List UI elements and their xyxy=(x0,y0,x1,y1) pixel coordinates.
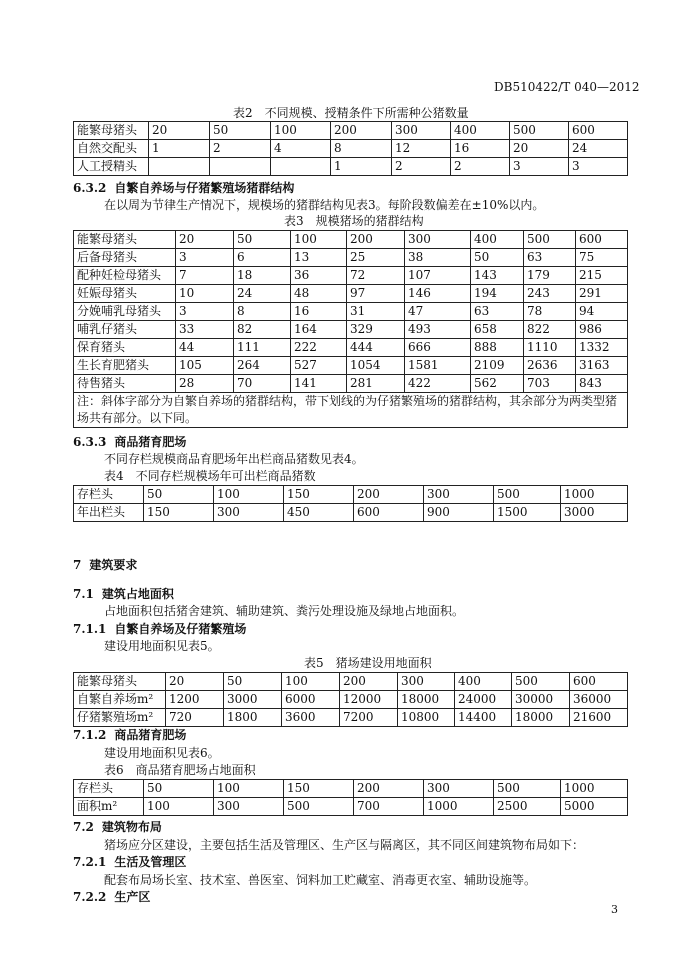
table-cell: 30000 xyxy=(512,691,570,709)
table-cell: 48 xyxy=(291,285,347,303)
table-row xyxy=(74,798,628,816)
table-cell: 222 xyxy=(291,339,347,357)
row-header-cell: 存栏头 xyxy=(74,780,144,798)
table-cell: 450 xyxy=(284,504,354,522)
section-7-1-2-heading xyxy=(73,726,186,743)
table-cell: 1000 xyxy=(561,486,628,504)
table2-caption: 表2 不同规模、授精条件下所需种公猪数量 xyxy=(233,106,469,120)
table-cell: 20 xyxy=(149,122,210,140)
table-cell: 36 xyxy=(291,267,347,285)
table-row xyxy=(74,285,628,303)
table-cell: 500 xyxy=(524,231,576,249)
table-cell: 50 xyxy=(210,122,271,140)
section-7-1-1-heading xyxy=(73,620,246,637)
row-header-cell: 后备母猪头 xyxy=(74,249,176,267)
table-cell: 14400 xyxy=(455,709,512,727)
table-cell: 500 xyxy=(494,780,561,798)
row-header-cell: 仔猪繁殖场m² xyxy=(74,709,166,727)
table-row xyxy=(74,486,628,504)
table-cell: 100 xyxy=(144,798,214,816)
table-cell: 200 xyxy=(331,122,392,140)
table-cell: 100 xyxy=(214,780,284,798)
table-cell: 300 xyxy=(405,231,471,249)
table-cell: 18000 xyxy=(512,709,570,727)
section-6-3-3-paragraph: 不同存栏规模商品育肥场年出栏商品猪数见表4。 xyxy=(104,452,364,466)
table-cell: 666 xyxy=(405,339,471,357)
section-number: 6.3.2 xyxy=(73,181,107,195)
section-number: 7.1 xyxy=(73,587,94,601)
table4 xyxy=(73,485,628,522)
section-title: 生产区 xyxy=(114,890,151,904)
table-cell: 600 xyxy=(576,231,628,249)
table-cell: 107 xyxy=(405,267,471,285)
section-7-2-1-heading xyxy=(73,853,186,870)
table-cell: 150 xyxy=(144,504,214,522)
table-cell: 300 xyxy=(214,798,284,816)
table-cell: 5000 xyxy=(561,798,628,816)
table-row xyxy=(74,267,628,285)
section-7-1-1-paragraph: 建设用地面积见表5。 xyxy=(104,639,220,653)
table-row xyxy=(74,303,628,321)
table-cell: 24 xyxy=(234,285,291,303)
section-number: 6.3.3 xyxy=(73,435,107,449)
table-cell: 2636 xyxy=(524,357,576,375)
table-cell: 6 xyxy=(234,249,291,267)
table-cell: 75 xyxy=(576,249,628,267)
table-cell: 63 xyxy=(524,249,576,267)
row-header-cell: 自然交配头 xyxy=(74,140,149,158)
table-cell: 3 xyxy=(569,158,628,176)
table-cell: 2500 xyxy=(494,798,561,816)
table-cell: 658 xyxy=(471,321,524,339)
table-cell: 243 xyxy=(524,285,576,303)
table-cell: 70 xyxy=(234,375,291,393)
table-cell: 400 xyxy=(455,673,512,691)
table-cell: 82 xyxy=(234,321,291,339)
row-header-cell: 面积m² xyxy=(74,798,144,816)
table-cell: 264 xyxy=(234,357,291,375)
table-cell: 281 xyxy=(347,375,405,393)
table-cell: 8 xyxy=(331,140,392,158)
section-7-2-2-heading xyxy=(73,888,150,905)
table-cell: 400 xyxy=(451,122,510,140)
table-cell: 97 xyxy=(347,285,405,303)
section-7-1-paragraph: 占地面积包括猪舍建筑、辅助建筑、粪污处理设施及绿地占地面积。 xyxy=(104,604,465,618)
table-cell: 2 xyxy=(210,140,271,158)
section-6-3-2-heading xyxy=(73,179,294,196)
table-row xyxy=(74,709,628,727)
table-cell: 100 xyxy=(282,673,340,691)
table-cell: 3600 xyxy=(282,709,340,727)
table-cell: 13 xyxy=(291,249,347,267)
section-6-3-2-paragraph: 在以周为节律生产情况下，规模场的猪群结构见表3。每阶段数偏差在±10%以内。 xyxy=(104,198,545,212)
table-row xyxy=(74,249,628,267)
table-cell xyxy=(271,158,331,176)
table-cell: 44 xyxy=(176,339,234,357)
table-cell: 3000 xyxy=(224,691,282,709)
table-cell xyxy=(210,158,271,176)
section-6-3-3-heading xyxy=(73,433,186,450)
section-7-2-heading xyxy=(73,818,162,835)
table-cell: 600 xyxy=(354,504,424,522)
table-cell: 50 xyxy=(471,249,524,267)
table-row xyxy=(74,158,628,176)
table-cell: 2 xyxy=(451,158,510,176)
table-cell: 3 xyxy=(510,158,569,176)
table-cell: 300 xyxy=(398,673,455,691)
table-cell: 300 xyxy=(214,504,284,522)
table-cell: 20 xyxy=(166,673,224,691)
table-cell: 50 xyxy=(234,231,291,249)
row-header-cell: 哺乳仔猪头 xyxy=(74,321,176,339)
table-cell: 16 xyxy=(291,303,347,321)
table-cell: 31 xyxy=(347,303,405,321)
table-cell: 400 xyxy=(471,231,524,249)
table-cell: 24000 xyxy=(455,691,512,709)
row-header-cell: 自繁自养场m² xyxy=(74,691,166,709)
table-cell: 300 xyxy=(424,486,494,504)
table-cell: 1581 xyxy=(405,357,471,375)
table-cell: 150 xyxy=(284,780,354,798)
table-cell: 100 xyxy=(214,486,284,504)
section-title: 建筑物布局 xyxy=(101,820,162,834)
table-row xyxy=(74,504,628,522)
table-cell: 3163 xyxy=(576,357,628,375)
table-cell: 3000 xyxy=(561,504,628,522)
page-number: 3 xyxy=(611,903,618,916)
table-cell: 720 xyxy=(166,709,224,727)
table-cell: 63 xyxy=(471,303,524,321)
section-title: 生活及管理区 xyxy=(114,855,187,869)
table-row xyxy=(74,691,628,709)
section-7-1-2-paragraph: 建设用地面积见表6。 xyxy=(104,746,220,760)
table-cell: 300 xyxy=(424,780,494,798)
table-row xyxy=(74,375,628,393)
row-header-cell: 存栏头 xyxy=(74,486,144,504)
table-cell: 422 xyxy=(405,375,471,393)
section-title: 自繁自养场及仔猪繁殖场 xyxy=(114,622,247,636)
row-header-cell: 人工授精头 xyxy=(74,158,149,176)
table-cell: 200 xyxy=(354,780,424,798)
table-cell: 164 xyxy=(291,321,347,339)
table-cell: 16 xyxy=(451,140,510,158)
table-cell: 600 xyxy=(569,122,628,140)
table3-note: 注：斜体字部分为自繁自养场的猪群结构，带下划线的为仔猪繁殖场的猪群结构，其余部分为两类型猪场共有部分。以下同。 xyxy=(74,393,628,428)
table6 xyxy=(73,779,628,816)
row-header-cell: 能繁母猪头 xyxy=(74,231,176,249)
table-cell: 4 xyxy=(271,140,331,158)
table-cell: 500 xyxy=(284,798,354,816)
table-cell: 500 xyxy=(494,486,561,504)
table-cell: 143 xyxy=(471,267,524,285)
table-cell: 50 xyxy=(144,486,214,504)
table-cell: 6000 xyxy=(282,691,340,709)
section-7-heading xyxy=(73,556,137,573)
table-row xyxy=(74,339,628,357)
table-cell: 329 xyxy=(347,321,405,339)
section-title: 建筑要求 xyxy=(89,558,138,572)
section-title: 商品猪育肥场 xyxy=(114,435,187,449)
table-cell: 7200 xyxy=(340,709,398,727)
table-cell: 1000 xyxy=(424,798,494,816)
table-row xyxy=(74,140,628,158)
table-cell: 843 xyxy=(576,375,628,393)
table-cell: 146 xyxy=(405,285,471,303)
table5 xyxy=(73,672,628,727)
table-cell: 200 xyxy=(354,486,424,504)
table-cell: 150 xyxy=(284,486,354,504)
table-cell: 50 xyxy=(144,780,214,798)
table-cell: 18 xyxy=(234,267,291,285)
table-cell: 36000 xyxy=(570,691,628,709)
table-cell: 2109 xyxy=(471,357,524,375)
table-cell: 703 xyxy=(524,375,576,393)
section-number: 7.2.2 xyxy=(73,890,107,904)
table5-caption: 表5 猪场建设用地面积 xyxy=(304,656,432,670)
table-cell: 111 xyxy=(234,339,291,357)
table-cell: 822 xyxy=(524,321,576,339)
table-cell: 215 xyxy=(576,267,628,285)
row-header-cell: 妊娠母猪头 xyxy=(74,285,176,303)
table-cell: 25 xyxy=(347,249,405,267)
section-number: 7.1.2 xyxy=(73,728,107,742)
table-cell: 1000 xyxy=(561,780,628,798)
table4-caption: 表4 不同存栏规模场年可出栏商品猪数 xyxy=(104,469,316,483)
section-title: 建筑占地面积 xyxy=(101,587,174,601)
table-cell: 100 xyxy=(291,231,347,249)
table-cell: 527 xyxy=(291,357,347,375)
table-cell: 100 xyxy=(271,122,331,140)
table-cell: 300 xyxy=(392,122,451,140)
table-cell: 28 xyxy=(176,375,234,393)
table-cell: 291 xyxy=(576,285,628,303)
section-title: 商品猪育肥场 xyxy=(114,728,187,742)
table-row xyxy=(74,357,628,375)
table-cell: 94 xyxy=(576,303,628,321)
table-cell: 7 xyxy=(176,267,234,285)
section-number: 7.2.1 xyxy=(73,855,107,869)
table-cell: 20 xyxy=(176,231,234,249)
table-cell: 986 xyxy=(576,321,628,339)
table3-caption: 表3 规模猪场的猪群结构 xyxy=(284,214,424,228)
table-cell: 105 xyxy=(176,357,234,375)
table-cell: 3 xyxy=(176,249,234,267)
row-header-cell: 配种妊检母猪头 xyxy=(74,267,176,285)
table-cell: 600 xyxy=(570,673,628,691)
table-cell: 12000 xyxy=(340,691,398,709)
table-cell: 33 xyxy=(176,321,234,339)
table-cell: 78 xyxy=(524,303,576,321)
table-cell: 50 xyxy=(224,673,282,691)
table-cell: 500 xyxy=(512,673,570,691)
table-cell: 888 xyxy=(471,339,524,357)
row-header-cell: 年出栏头 xyxy=(74,504,144,522)
table-cell: 200 xyxy=(340,673,398,691)
section-title: 自繁自养场与仔猪繁殖场猪群结构 xyxy=(114,181,295,195)
table-cell: 10 xyxy=(176,285,234,303)
row-header-cell: 保育猪头 xyxy=(74,339,176,357)
table-cell: 20 xyxy=(510,140,569,158)
table-cell: 562 xyxy=(471,375,524,393)
table-row xyxy=(74,122,628,140)
section-number: 7.2 xyxy=(73,820,94,834)
row-header-cell: 待售猪头 xyxy=(74,375,176,393)
table-cell: 12 xyxy=(392,140,451,158)
table-cell: 1332 xyxy=(576,339,628,357)
table-cell: 72 xyxy=(347,267,405,285)
table-cell: 141 xyxy=(291,375,347,393)
table-cell: 493 xyxy=(405,321,471,339)
table-cell: 8 xyxy=(234,303,291,321)
table-cell: 179 xyxy=(524,267,576,285)
row-header-cell: 分娩哺乳母猪头 xyxy=(74,303,176,321)
row-header-cell: 能繁母猪头 xyxy=(74,122,149,140)
row-header-cell: 能繁母猪头 xyxy=(74,673,166,691)
table-cell: 1200 xyxy=(166,691,224,709)
table-row xyxy=(74,673,628,691)
section-7-1-heading xyxy=(73,585,174,602)
table-cell: 18000 xyxy=(398,691,455,709)
table2 xyxy=(73,121,628,176)
table-cell xyxy=(149,158,210,176)
section-number: 7 xyxy=(73,558,82,572)
section-7-2-paragraph: 猪场应分区建设，主要包括生活及管理区、生产区与隔离区，其不同区间建筑物布局如下： xyxy=(104,838,585,852)
table-cell: 194 xyxy=(471,285,524,303)
table-row xyxy=(74,780,628,798)
table-cell: 1110 xyxy=(524,339,576,357)
table-cell: 1 xyxy=(149,140,210,158)
row-header-cell: 生长育肥猪头 xyxy=(74,357,176,375)
table-cell: 3 xyxy=(176,303,234,321)
table-cell: 2 xyxy=(392,158,451,176)
table-cell: 500 xyxy=(510,122,569,140)
table6-caption: 表6 商品猪育肥场占地面积 xyxy=(104,763,256,777)
section-number: 7.1.1 xyxy=(73,622,107,636)
table-cell: 200 xyxy=(347,231,405,249)
table-row xyxy=(74,231,628,249)
section-7-2-1-paragraph: 配套布局场长室、技术室、兽医室、饲料加工贮藏室、消毒更衣室、辅助设施等。 xyxy=(104,873,537,887)
table-row xyxy=(74,321,628,339)
table-cell: 38 xyxy=(405,249,471,267)
table-cell: 444 xyxy=(347,339,405,357)
table-cell: 700 xyxy=(354,798,424,816)
table3 xyxy=(73,230,628,428)
table-cell: 10800 xyxy=(398,709,455,727)
table-cell: 1500 xyxy=(494,504,561,522)
table-cell: 47 xyxy=(405,303,471,321)
document-number: DB510422/T 040—2012 xyxy=(494,80,640,94)
table-cell: 1800 xyxy=(224,709,282,727)
table-cell: 1 xyxy=(331,158,392,176)
table-cell: 24 xyxy=(569,140,628,158)
table-cell: 21600 xyxy=(570,709,628,727)
table-cell: 1054 xyxy=(347,357,405,375)
table-cell: 900 xyxy=(424,504,494,522)
